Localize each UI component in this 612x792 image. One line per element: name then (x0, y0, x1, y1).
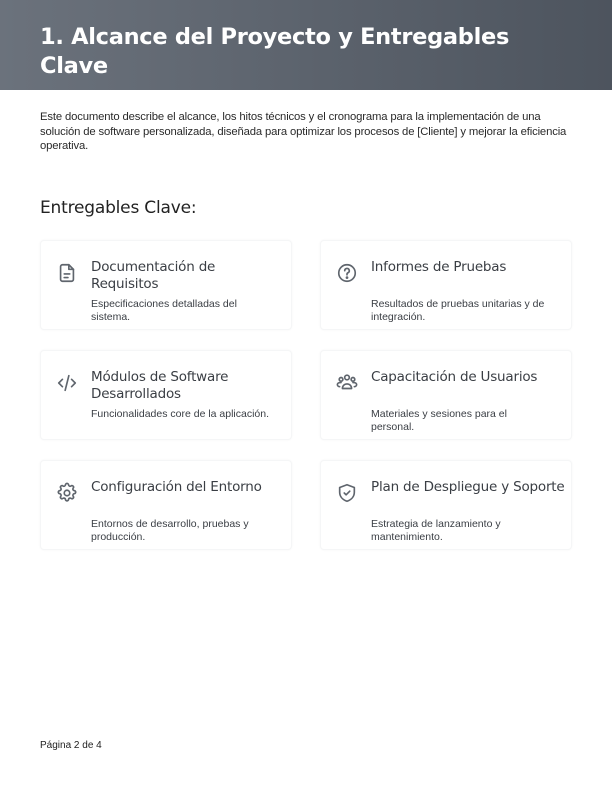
users-icon (336, 372, 358, 394)
deliverable-description: Funcionalidades core de la aplicación. (91, 408, 270, 420)
document-icon (56, 262, 78, 284)
gear-icon (56, 482, 78, 504)
deliverable-description: Resultados de pruebas unitarias y de integración. (371, 298, 545, 323)
deliverable-card (40, 350, 292, 440)
deliverable-card (320, 460, 572, 550)
page-number: Página 2 de 4 (40, 740, 102, 751)
question-circle-icon (336, 262, 358, 284)
deliverable-description: Entornos de desarrollo, pruebas y producción. (91, 518, 249, 543)
deliverable-title: Documentación de Requisitos (91, 259, 216, 292)
section-title: Entregables Clave: (40, 198, 197, 218)
deliverable-card (40, 240, 292, 330)
code-icon (56, 372, 78, 394)
deliverable-title: Plan de Despliegue y Soporte (371, 479, 565, 495)
deliverable-title: Configuración del Entorno (91, 479, 262, 495)
page-header (0, 0, 612, 90)
page-title: 1. Alcance del Proyecto y Entregables Clave (40, 24, 510, 79)
intro-paragraph: Este documento describe el alcance, los hitos técnicos y el cronograma para la implementación de una solución de software personalizada, diseñada para optimizar los procesos de [Cliente] y mejorar la eficiencia operativa. (40, 111, 567, 153)
shield-check-icon (336, 482, 358, 504)
deliverable-title: Informes de Pruebas (371, 259, 507, 275)
deliverable-description: Materiales y sesiones para el personal. (371, 408, 507, 433)
deliverable-card (40, 460, 292, 550)
deliverable-description: Estrategia de lanzamiento y mantenimiento. (371, 518, 501, 543)
deliverable-title: Módulos de Software Desarrollados (91, 369, 229, 402)
deliverable-card (320, 240, 572, 330)
deliverable-description: Especificaciones detalladas del sistema. (91, 298, 237, 323)
deliverables-grid (40, 240, 572, 550)
deliverable-title: Capacitación de Usuarios (371, 369, 538, 385)
deliverable-card (320, 350, 572, 440)
